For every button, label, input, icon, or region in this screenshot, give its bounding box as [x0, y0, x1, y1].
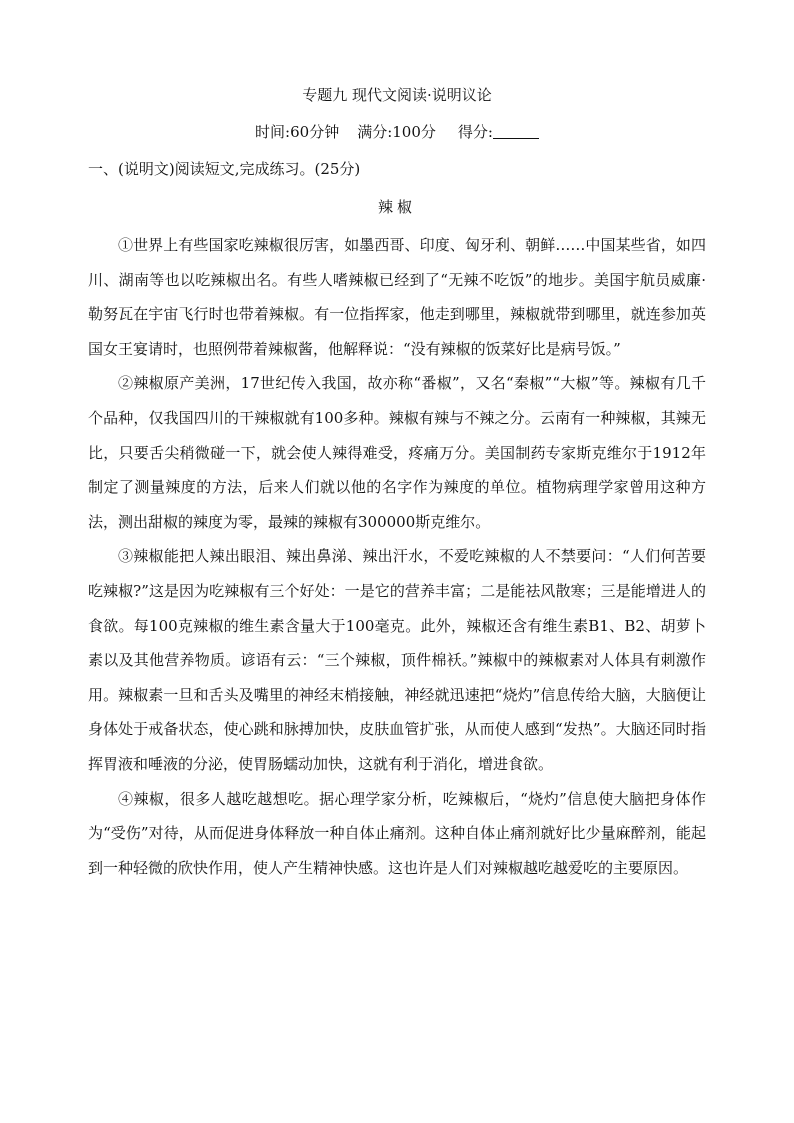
article-body: [88, 228, 706, 885]
paragraph-3: ③辣椒能把人辣出眼泪、辣出鼻涕、辣出汗水，不爱吃辣椒的人不禁要问：“人们何苦要吃辣椒?”这是因为吃辣椒有三个好处：一是它的营养丰富；二是能祛风散寒；三是能增进人的食欲。每100克辣椒的维生素含量大于100毫克。此外，辣椒还含有维生素B1、B2、胡萝卜素以及其他营养物质。谚语有云：“三个辣椒，顶件棉袄。”辣椒中的辣椒素对人体具有刺激作用。辣椒素一旦和舌头及嘴里的神经末梢接触，神经就迅速把“烧灼”信息传给大脑，大脑便让身体处于戒备状态，使心跳和脉搏加快，皮肤血管扩张，从而使人感到“发热”。大脑还同时指挥胃液和唾液的分泌，使胃肠蠕动加快，这就有利于消化，增进食欲。: [88, 547, 706, 773]
score-blank: [493, 122, 539, 139]
article-title: 辣椒: [377, 198, 416, 216]
exam-meta: [0, 121, 794, 143]
time-limit: 时间:60分钟: [255, 123, 340, 141]
paragraph-1: ①世界上有些国家吃辣椒很厉害，如墨西哥、印度、匈牙利、朝鲜……中国某些省，如四川、湖南等也以吃辣椒出名。有些人嗜辣椒已经到了“无辣不吃饭”的地步。美国宇航员威廉·勒努瓦在宇宙飞行时也带着辣椒。有一位指挥家，他走到哪里，辣椒就带到哪里，就连参加英国女王宴请时，也照例带着辣椒酱，他解释说：“没有辣椒的饭菜好比是病号饭。”: [88, 236, 706, 358]
paragraph-4: ④辣椒，很多人越吃越想吃。据心理学家分析，吃辣椒后，“烧灼”信息使大脑把身体作为“受伤”对待，从而促进身体释放一种自体止痛剂。这种自体止痛剂就好比少量麻醉剂，能起到一种轻微的欣快作用，使人产生精神快感。这也许是人们对辣椒越吃越爱吃的主要原因。: [88, 789, 706, 877]
full-score: 满分:100分: [357, 123, 436, 141]
page-title: 专题九 现代文阅读·说明议论: [302, 86, 492, 104]
score-label: 得分:: [457, 123, 493, 141]
section-heading: 一、(说明文)阅读短文,完成练习。(25分): [88, 160, 361, 178]
paragraph-2: ②辣椒原产美洲，17世纪传入我国，故亦称“番椒”，又名“秦椒”“大椒”等。辣椒有几千个品种，仅我国四川的干辣椒就有100多种。辣椒有辣与不辣之分。云南有一种辣椒，其辣无比，只要舌尖稍微碰一下，就会使人辣得难受，疼痛万分。美国制药专家斯克维尔于1912年制定了测量辣度的方法，后来人们就以他的名字作为辣度的单位。植物病理学家曾用这种方法，测出甜椒的辣度为零，最辣的辣椒有300000斯克维尔。: [88, 374, 706, 531]
